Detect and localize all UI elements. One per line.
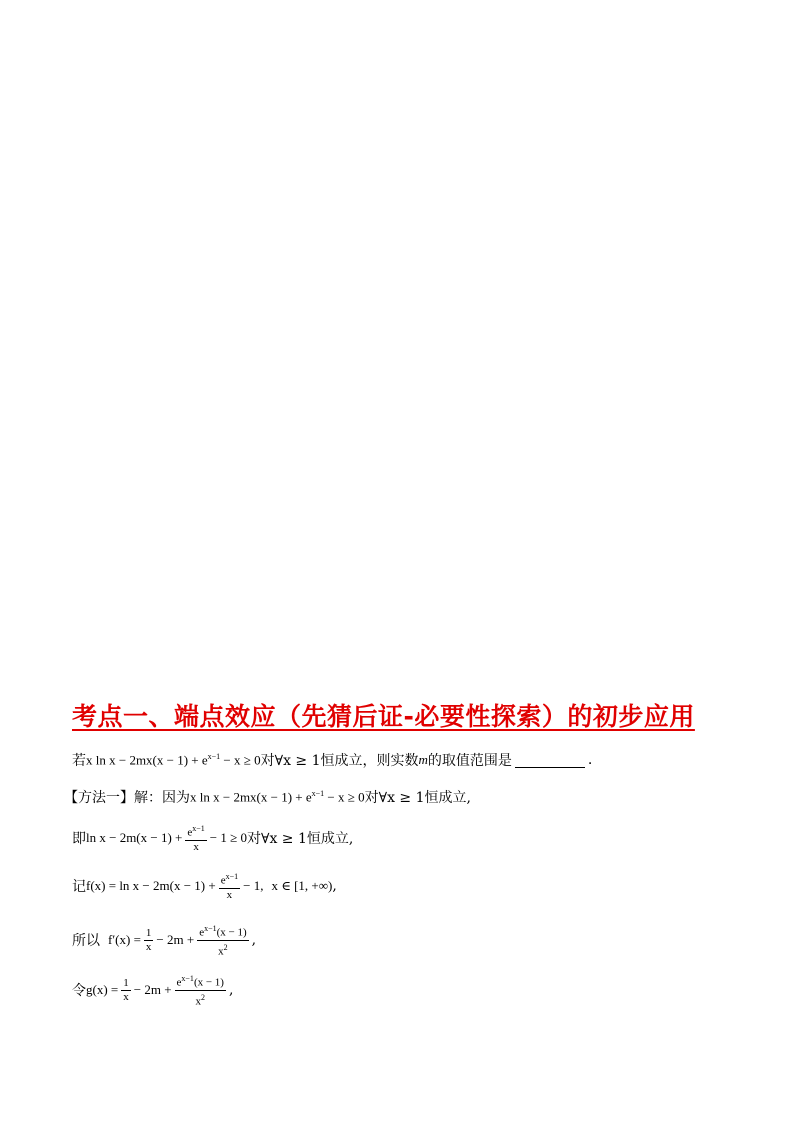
step-three-lhs: f′(x) = <box>108 932 141 948</box>
step-three-end: , <box>251 932 257 949</box>
problem-inequality <box>86 752 261 768</box>
step-three-f1-den: x <box>145 940 152 953</box>
step-one-condition: 对∀x ≥ 1恒成立, <box>247 830 354 847</box>
step-four-f2-den-exp: 2 <box>201 992 205 1002</box>
step-three-mid: − 2m + <box>156 932 195 948</box>
step-one-line <box>72 822 353 854</box>
step-two-line <box>72 870 337 902</box>
step-one-frac-num <box>185 822 206 841</box>
step-three-f2-num <box>197 922 248 941</box>
section-heading: 考点一、端点效应（先猜后证-必要性探索）的初步应用 <box>72 702 695 731</box>
step-two-domain: x ∈ [1, +∞) <box>271 877 333 893</box>
step-four-f2-base: e <box>176 976 182 989</box>
method-one-line <box>64 787 471 807</box>
step-three-fraction-two <box>197 922 248 958</box>
step-four-mid: − 2m + <box>133 982 172 998</box>
problem-prefix: 若 <box>72 753 86 769</box>
step-three-fraction-one <box>144 927 154 954</box>
step-three-prefix: 所以 <box>72 933 100 950</box>
problem-inequality-exp: x−1 <box>207 751 221 761</box>
step-four-fraction-one <box>121 977 131 1004</box>
method-one-condition: 对∀x ≥ 1恒成立, <box>364 790 471 806</box>
problem-condition: 对∀x ≥ 1恒成立，则实数 <box>260 753 419 769</box>
step-two-fraction <box>219 870 240 902</box>
problem-end: . <box>587 752 593 768</box>
method-one-inequality-main: x ln x − 2mx(x − 1) + e <box>190 789 312 805</box>
step-four-prefix: 令 <box>72 983 86 1000</box>
problem-statement <box>72 750 592 770</box>
problem-inequality-tail: − x ≥ 0 <box>220 752 261 768</box>
step-one-frac-den: x <box>193 840 199 853</box>
step-three-f2-num-tail: (x − 1) <box>216 926 247 939</box>
step-four-f2-den <box>194 991 208 1009</box>
step-four-f2-num <box>175 972 226 991</box>
step-four-line <box>72 972 233 1008</box>
step-one-frac-exp: x−1 <box>192 824 205 833</box>
step-one-fraction <box>185 822 206 854</box>
method-one-label: 【方法一】解：因为 <box>64 790 190 806</box>
step-four-lhs: g(x) = <box>86 982 119 998</box>
step-three-f2-den-exp: 2 <box>223 942 228 952</box>
step-two-tail: − 1, <box>243 877 264 893</box>
step-four-f1-den: x <box>123 990 129 1003</box>
step-two-frac-exp: x−1 <box>225 872 239 881</box>
step-four-end: , <box>228 982 234 999</box>
step-two-prefix: 记 <box>72 878 86 895</box>
step-three-f1-num: 1 <box>145 926 152 939</box>
step-three-f2-den <box>216 941 230 959</box>
method-one-inequality <box>190 789 365 805</box>
step-four-fraction-two <box>175 972 226 1008</box>
step-three-f2-exp: x−1 <box>204 924 217 933</box>
step-three-line <box>72 922 256 958</box>
problem-inequality-main: x ln x − 2mx(x − 1) + e <box>86 752 208 768</box>
problem-ask: 的取值范围是 <box>427 753 512 769</box>
step-one-frac-base: e <box>187 826 193 839</box>
step-four-f2-den-base: x <box>195 995 201 1008</box>
step-three-f2-base: e <box>199 926 205 939</box>
step-four-f2-exp: x−1 <box>181 974 194 983</box>
step-two-lhs: f(x) = ln x − 2m(x − 1) + <box>86 877 216 893</box>
step-one-lhs: ln x − 2m(x − 1) + <box>86 829 183 845</box>
step-four-f2-num-tail: (x − 1) <box>193 976 224 989</box>
step-one-tail: − 1 ≥ 0 <box>209 829 248 845</box>
answer-blank[interactable] <box>515 753 585 768</box>
step-two-frac-den: x <box>226 888 233 901</box>
step-two-end: , <box>332 877 337 894</box>
step-two-frac-base: e <box>220 874 226 887</box>
method-one-inequality-exp: x−1 <box>311 788 325 798</box>
step-one-prefix: 即 <box>72 830 86 847</box>
step-four-f1-num: 1 <box>123 976 129 989</box>
problem-variable: m <box>418 752 428 767</box>
step-two-frac-num <box>219 870 240 889</box>
method-one-inequality-tail: − x ≥ 0 <box>324 789 365 805</box>
step-three-f2-den-base: x <box>218 945 224 958</box>
